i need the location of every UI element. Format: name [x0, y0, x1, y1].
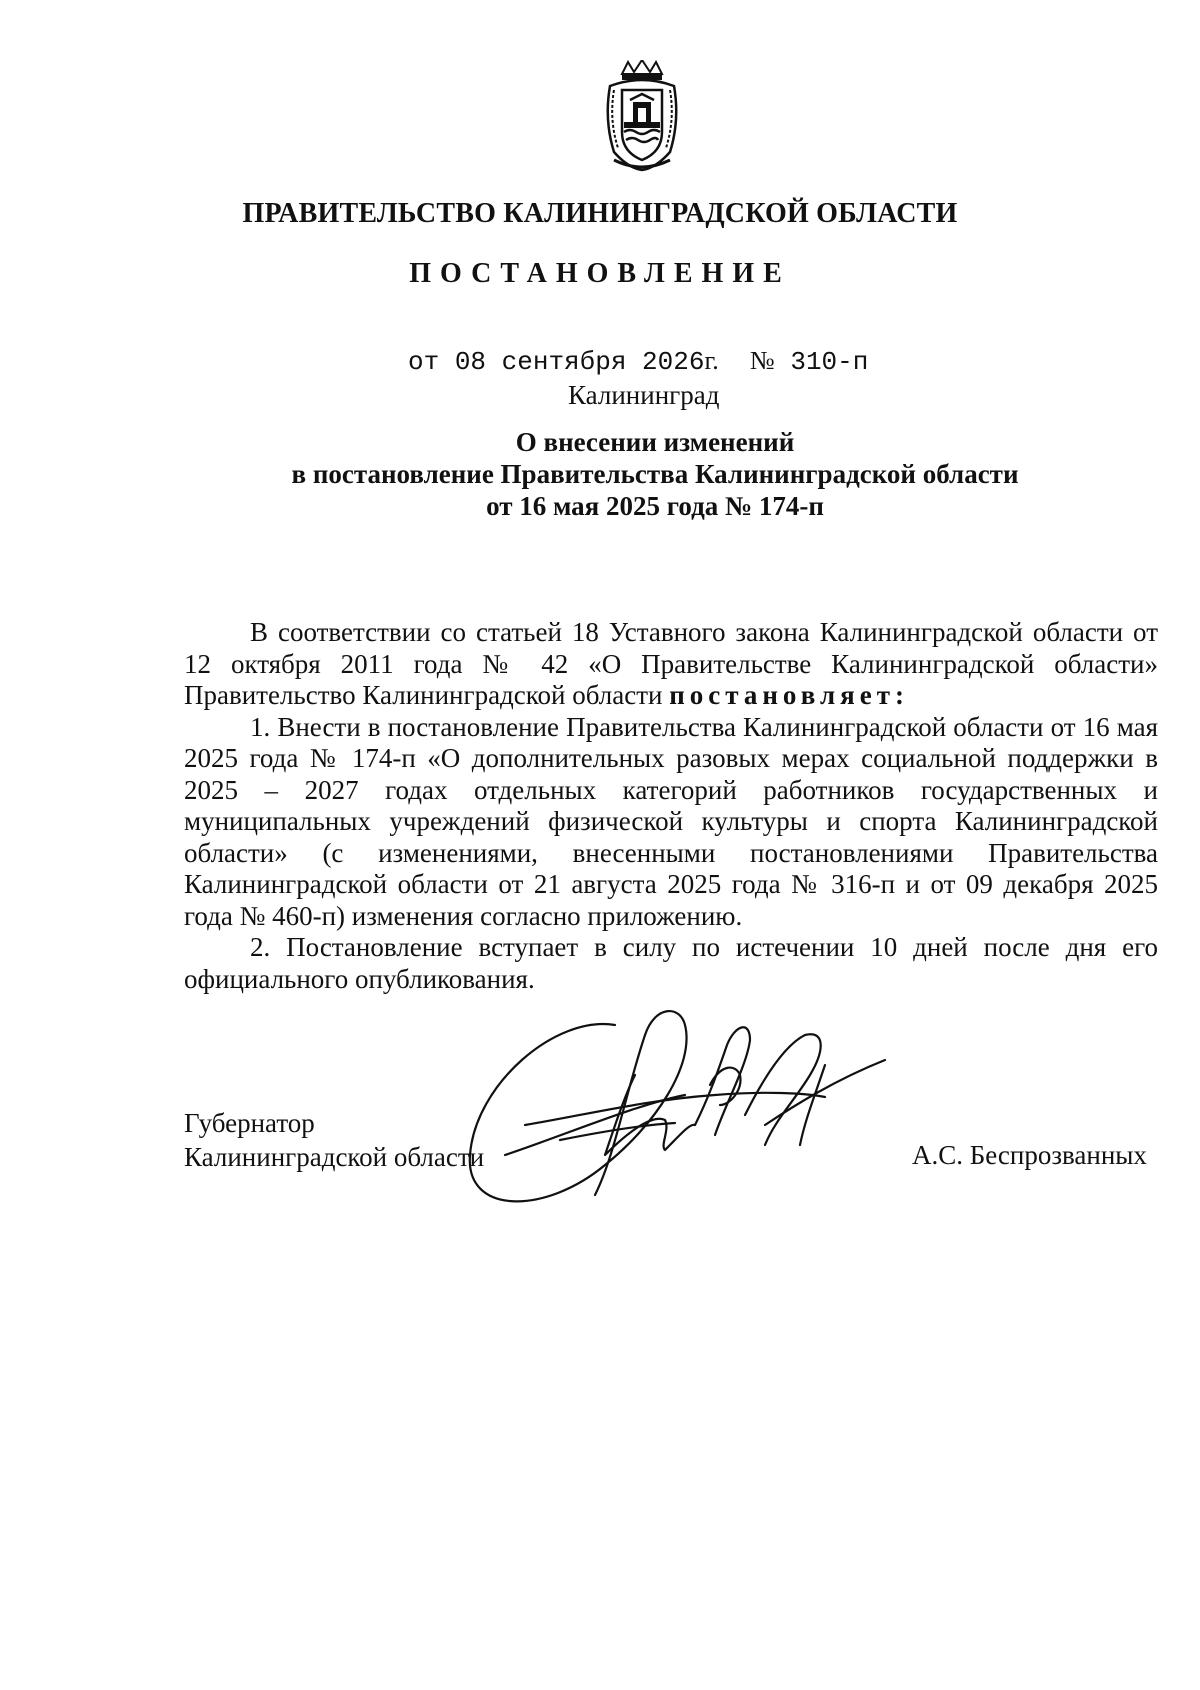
- document-date: 08 сентября 2026: [454, 347, 705, 377]
- position-line: Губернатор: [184, 1108, 315, 1138]
- document-subject: [0, 426, 1200, 522]
- organization-title: ПРАВИТЕЛЬСТВО КАЛИНИНГРАДСКОЙ ОБЛАСТИ: [242, 198, 958, 229]
- coat-of-arms-icon: [600, 60, 684, 172]
- subject-line: от 16 мая 2025 года № 174-п: [486, 491, 824, 521]
- document-number: 310-п: [790, 347, 869, 377]
- year-suffix: г.: [704, 346, 719, 375]
- decree-word: постановляет:: [669, 680, 909, 710]
- position-line: Калининградской области: [184, 1142, 485, 1172]
- date-prefix: от: [408, 347, 440, 377]
- preamble-text: В соответствии со статьей 18 Уставного закона Калининградской области от 12 октября 2011 года № 42 «О Правительстве Калининградской области» Правительство Калининградской области: [184, 617, 1158, 710]
- item-paragraph: 1. Внести в постановление Правительства Калининградской области от 16 мая 2025 года № 174-п «О дополнительных разовых мерах социальной поддержки в 2025 – 2027 годах отдельных категорий работников государственных и муниципальных учреждений физической культуры и спорта Калининградской области» (с изменениями, внесенными постановлениями Правительства Калининградской области от 21 августа 2025 года № 316-п и от 09 декабря 2025 года № 460-п) изменения согласно приложению.: [184, 711, 1158, 931]
- number-label: №: [749, 346, 775, 375]
- preamble-paragraph: [184, 617, 1158, 712]
- subject-line: О внесении изменений: [515, 427, 795, 457]
- handwritten-signature-icon: [465, 1005, 945, 1220]
- registration-line: [408, 346, 868, 377]
- document-body: [184, 617, 1158, 995]
- subject-line: в постановление Правительства Калининградской области: [291, 459, 1019, 489]
- item-paragraph: 2. Постановление вступает в силу по истечении 10 дней после дня его официального опубликования.: [184, 932, 1158, 994]
- document-type: ПОСТАНОВЛЕНИЕ: [409, 258, 791, 289]
- city: Калининград: [568, 380, 720, 410]
- signatory-name: А.С. Беспрозванных: [912, 1140, 1147, 1170]
- signatory-position: [184, 1106, 484, 1174]
